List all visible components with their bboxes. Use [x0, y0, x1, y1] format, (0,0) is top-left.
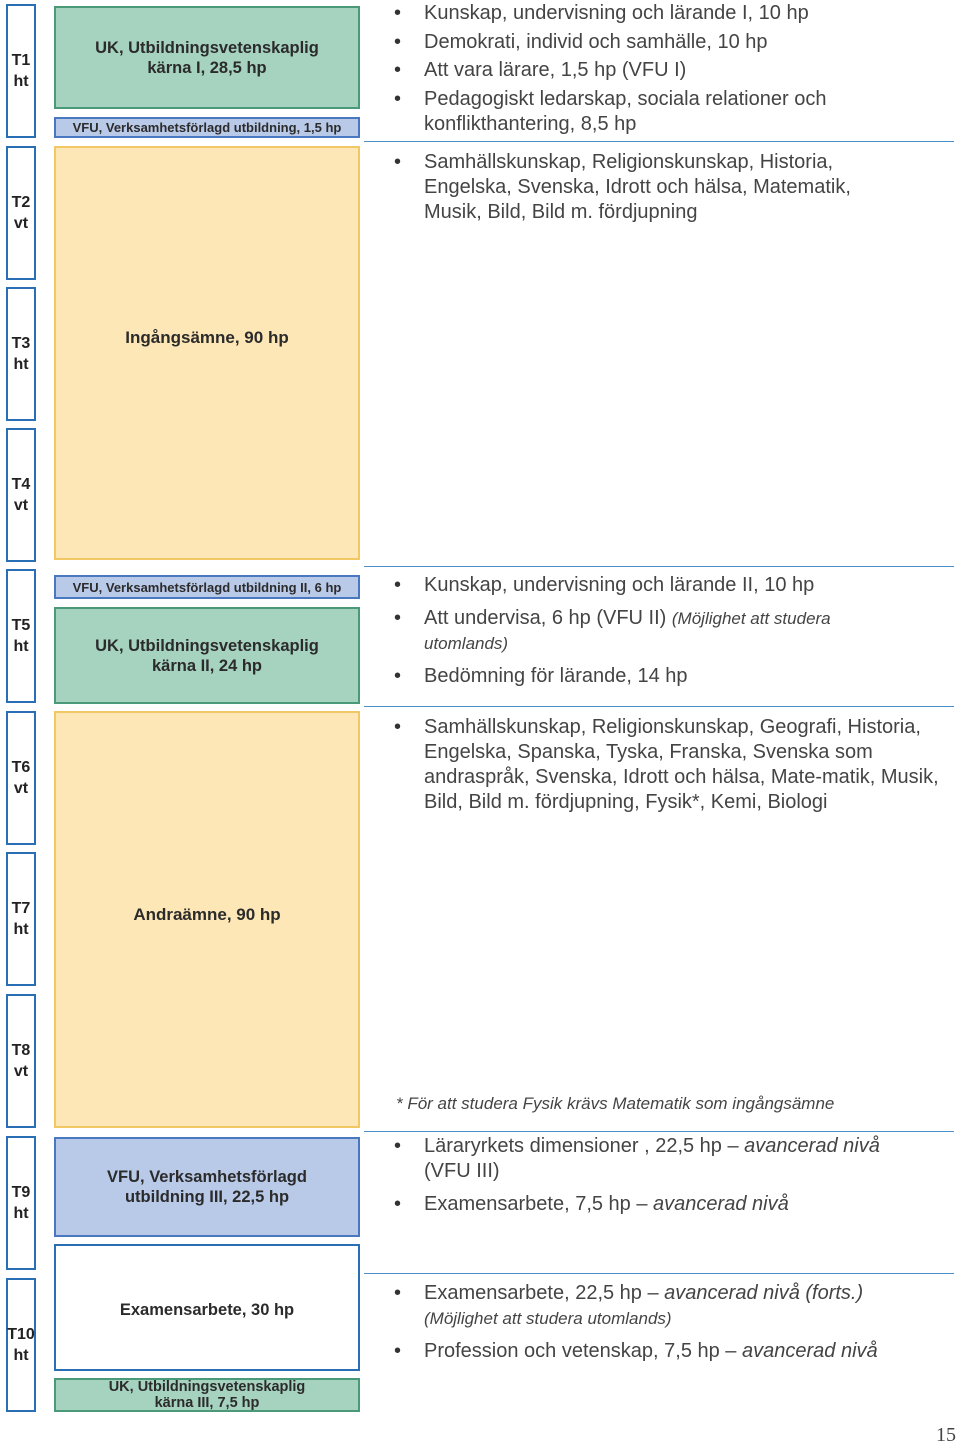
course-name: Läraryrkets dimensioner , 22,5 hp – — [424, 1135, 739, 1157]
vfu-2-label: VFU, Verksamhetsförlagd utbildning II, 6 hp — [72, 579, 342, 595]
uk-core-2-label: UK, Utbildningsvetenskaplig kärna II, 24 hp — [95, 636, 319, 675]
term-season: vt — [13, 1063, 29, 1080]
term-code: T9 — [11, 1184, 31, 1201]
vfu-2-block — [54, 575, 360, 599]
uk-core-1-label: UK, Utbildningsvetenskaplig kärna I, 28,5 hp — [95, 38, 319, 77]
term-code: T8 — [11, 1042, 31, 1059]
term-season: ht — [13, 921, 29, 938]
term-season: vt — [13, 780, 29, 797]
list-item: • Att vara lärare, 1,5 hp (VFU I) — [394, 58, 954, 83]
divider — [364, 566, 954, 567]
page-number: 15 — [936, 1424, 956, 1446]
term-code: T1 — [11, 52, 31, 69]
divider — [364, 706, 954, 707]
uk-core-3-label: UK, Utbildningsvetenskaplig kärna III, 7,5 hp — [108, 1379, 306, 1411]
course-name: Att undervisa, 6 hp (VFU II) — [424, 607, 667, 629]
list-item: • Kunskap, undervisning och lärande II, 10 hp — [394, 573, 954, 598]
t9-course-list — [394, 1134, 954, 1221]
term-t8 — [6, 994, 36, 1128]
uk-core-3-block — [54, 1378, 360, 1412]
term-t6 — [6, 711, 36, 845]
level-label: avancerad nivå — [741, 1340, 878, 1362]
list-item: • Kunskap, undervisning och lärande I, 10 hp — [394, 1, 954, 26]
list-item — [394, 1192, 954, 1217]
term-t5 — [6, 569, 36, 703]
term-code: T10 — [7, 1326, 35, 1343]
entry-subject-label: Ingångsämne, 90 hp — [125, 328, 289, 347]
term-t9 — [6, 1136, 36, 1270]
t5-course-list — [394, 573, 954, 693]
course-name: Examensarbete, 7,5 hp – — [424, 1193, 648, 1215]
term-season: ht — [13, 356, 29, 373]
term-t7 — [6, 852, 36, 986]
list-item — [394, 1281, 954, 1331]
term-t10 — [6, 1278, 36, 1412]
term-code: T7 — [11, 900, 31, 917]
term-t2 — [6, 146, 36, 280]
vfu-1-label: VFU, Verksamhetsförlagd utbildning, 1,5 hp — [72, 120, 342, 135]
list-item: • Demokrati, individ och samhälle, 10 hp — [394, 30, 954, 55]
course-name: Profession och vetenskap, 7,5 hp – — [424, 1340, 737, 1362]
list-item — [394, 606, 954, 656]
term-season: vt — [13, 497, 29, 514]
level-label: avancerad nivå (forts.) — [664, 1282, 864, 1304]
term-season: ht — [13, 638, 29, 655]
second-subject-block — [54, 711, 360, 1128]
list-item — [394, 1134, 954, 1184]
study-abroad-note: (Möjlighet att studera utomlands) — [424, 1309, 672, 1328]
course-name: Examensarbete, 22,5 hp – — [424, 1282, 659, 1304]
list-item: • Bedömning för lärande, 14 hp — [394, 664, 954, 689]
t10-course-list — [394, 1281, 954, 1368]
divider — [364, 1273, 954, 1274]
uk-core-2-block — [54, 607, 360, 704]
level-label: avancerad nivå — [744, 1135, 880, 1157]
second-subject-label: Andraämne, 90 hp — [133, 905, 281, 924]
divider — [364, 1131, 954, 1132]
vfu-3-block — [54, 1137, 360, 1237]
term-code: T6 — [11, 759, 31, 776]
list-item: • Pedagogiskt ledarskap, sociala relationer och konflikthantering, 8,5 hp — [394, 87, 954, 137]
entry-subject-block — [54, 146, 360, 560]
term-t3 — [6, 287, 36, 421]
term-code: T3 — [11, 335, 31, 352]
vfu-tag: (VFU III) — [424, 1160, 500, 1182]
list-item — [394, 1339, 954, 1364]
vfu-3-label: VFU, Verksamhetsförlagd utbildning III, 22,5 hp — [107, 1168, 307, 1206]
term-code: T2 — [11, 194, 31, 211]
t2-subject-list — [394, 150, 954, 229]
study-abroad-note: (Möjlighet att studera utomlands) — [424, 609, 831, 653]
vfu-1-block — [54, 117, 360, 138]
uk-core-1-block — [54, 6, 360, 109]
term-t1 — [6, 4, 36, 138]
term-t4 — [6, 428, 36, 562]
term-code: T5 — [11, 617, 31, 634]
list-item: • Samhällskunskap, Religionskunskap, Historia, Engelska, Svenska, Idrott och hälsa, Matematik, Musik, Bild, Bild m. fördjupning — [394, 150, 954, 225]
list-item: • Samhällskunskap, Religionskunskap, Geografi, Historia, Engelska, Spanska, Tyska, Franska, Svenska som andraspråk, Svenska, Idrott och hälsa, Mate-matik, Musik, Bild, Bild m. fördjupning, Fysik*, Kemi, Biologi — [394, 715, 954, 815]
footnote: * För att studera Fysik krävs Matematik som ingångsämne — [396, 1094, 835, 1113]
term-season: vt — [13, 215, 29, 232]
level-label: avancerad nivå — [653, 1193, 789, 1215]
thesis-label: Examensarbete, 30 hp — [119, 1301, 295, 1319]
term-code: T4 — [11, 476, 31, 493]
term-season: ht — [13, 1347, 29, 1364]
thesis-block — [54, 1244, 360, 1371]
t1-course-list — [394, 1, 954, 140]
t6-subject-list — [394, 715, 954, 819]
term-season: ht — [13, 73, 29, 90]
term-season: ht — [13, 1205, 29, 1222]
divider — [364, 141, 954, 142]
